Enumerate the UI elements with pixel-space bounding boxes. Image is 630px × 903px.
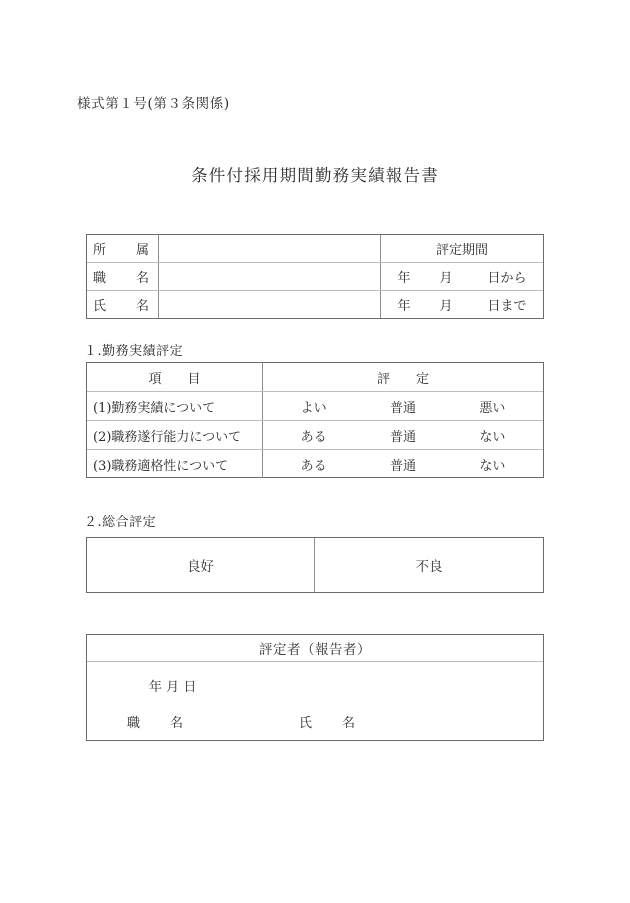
period-header: 評定期間: [435, 243, 488, 258]
period-to-year: 年: [397, 299, 411, 314]
evaluator-table: [86, 634, 544, 741]
rating-option[interactable]: よい: [300, 400, 327, 416]
period-to-cell[interactable]: [381, 291, 543, 318]
table-row: [87, 450, 543, 478]
affiliation-label-text: 所 属: [93, 243, 149, 258]
basic-info-table: [86, 234, 544, 319]
table-row: [87, 421, 543, 450]
rating-option[interactable]: 普通: [389, 400, 416, 416]
evaluator-body: [87, 662, 543, 741]
job-title-input[interactable]: [159, 263, 381, 290]
rating-option[interactable]: 普通: [389, 429, 416, 445]
page-title: 条件付採用期間勤務実績報告書: [191, 166, 439, 185]
job-title-label: [87, 263, 159, 290]
rating-option[interactable]: 悪い: [479, 400, 506, 416]
period-from-day: 日から: [487, 271, 527, 286]
evaluator-day: 日: [183, 680, 197, 695]
job-title-label-text: 職 名: [93, 271, 149, 286]
name-input[interactable]: [159, 291, 381, 318]
eval-options-1: [263, 392, 543, 420]
rating-options: [269, 455, 537, 474]
eval-item-2: (2)職務遂行能力について: [87, 421, 263, 449]
overall-option-poor[interactable]: 不良: [415, 559, 443, 575]
evaluator-name-label-text: 氏 名: [299, 716, 355, 731]
period-from-line: [387, 267, 537, 286]
table-row: [87, 291, 543, 318]
section-2-heading: ２.総合評定: [84, 515, 157, 530]
table-row: [87, 538, 543, 592]
affiliation-input[interactable]: [159, 235, 381, 262]
eval-options-3: [263, 450, 543, 478]
rating-column-header: 評 定: [376, 371, 429, 387]
eval-item-3: (3)職務適格性について: [87, 450, 263, 478]
section-1-heading: １.勤務実績評定: [84, 344, 184, 359]
period-to-day: 日まで: [487, 299, 527, 314]
rating-options: [269, 397, 537, 416]
affiliation-label: [87, 235, 159, 262]
overall-evaluation-table: [86, 537, 544, 593]
table-row: [87, 392, 543, 421]
eval-item-1: (1)勤務実績について: [87, 392, 263, 420]
evaluator-header: 評定者（報告者）: [87, 635, 543, 662]
period-from-cell[interactable]: [381, 263, 543, 290]
period-to-line: [387, 295, 537, 314]
eval-options-2: [263, 421, 543, 449]
rating-option[interactable]: ない: [479, 458, 506, 474]
evaluator-year: 年: [149, 680, 163, 695]
evaluator-job-label-text: 職 名: [127, 716, 183, 731]
rating-option[interactable]: ない: [479, 429, 506, 445]
evaluator-month: 月: [166, 680, 180, 695]
performance-evaluation-table: [86, 362, 544, 478]
period-from-year: 年: [397, 271, 411, 286]
evaluator-name-line[interactable]: [127, 712, 355, 731]
period-to-month: 月: [439, 299, 453, 314]
item-column-header: 項 目: [87, 363, 263, 391]
table-header-row: [87, 363, 543, 392]
rating-option[interactable]: ある: [300, 429, 327, 445]
table-row: [87, 263, 543, 291]
evaluator-job-label: [127, 712, 299, 731]
period-from-month: 月: [439, 271, 453, 286]
rating-option[interactable]: 普通: [389, 458, 416, 474]
overall-option-good[interactable]: 良好: [87, 538, 315, 592]
table-row: [87, 235, 543, 263]
form-number: 様式第１号(第３条関係): [77, 96, 230, 112]
rating-options: [269, 426, 537, 445]
name-label-text: 氏 名: [93, 299, 149, 314]
name-label: [87, 291, 159, 318]
evaluator-name-label: [299, 712, 355, 731]
rating-option[interactable]: ある: [300, 458, 327, 474]
evaluator-date-line[interactable]: [149, 676, 196, 695]
